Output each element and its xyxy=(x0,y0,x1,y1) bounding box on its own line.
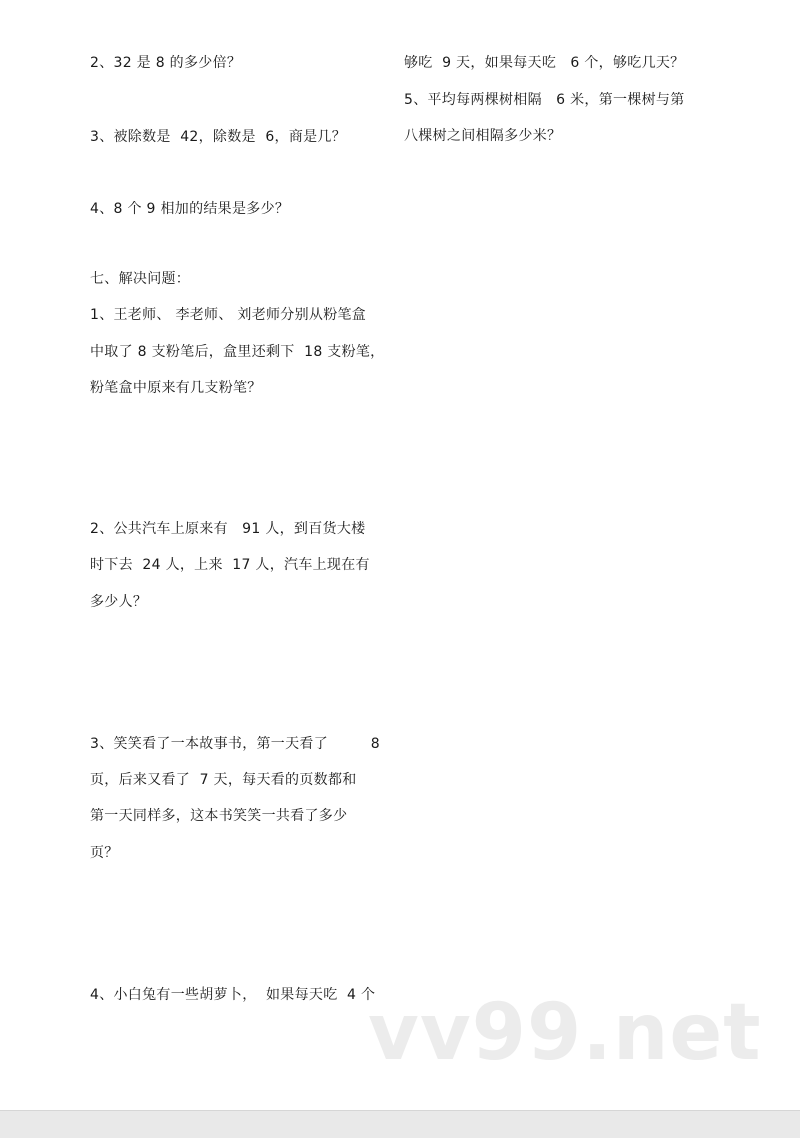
question-3: 3、被除数是 42，除数是 6，商是几？ xyxy=(90,129,347,145)
section-heading: 七、解决问题： xyxy=(90,271,191,287)
page-bottom-edge xyxy=(0,1110,800,1138)
question-2: 2、32 是 8 的多少倍？ xyxy=(90,55,242,71)
problem-2-line-3: 多少人？ xyxy=(90,594,148,610)
problem-5-line-1: 5、平均每两棵树相隔 6 米，第一棵树与第 xyxy=(404,92,685,108)
problem-3-line-1: 3、笑笑看了一本故事书，第一天看了 8 xyxy=(90,736,380,752)
problem-4-line-1: 4、小白兔有一些胡萝卜， 如果每天吃 4 个 xyxy=(90,987,376,1003)
problem-2-line-1: 2、公共汽车上原来有 91 人，到百货大楼 xyxy=(90,521,366,537)
problem-1-line-3: 粉笔盒中原来有几支粉笔？ xyxy=(90,380,262,396)
problem-1-line-2: 中取了 8 支粉笔后，盒里还剩下 18 支粉笔， xyxy=(90,344,385,360)
problem-3-line-4: 页？ xyxy=(90,845,119,861)
problem-2-line-2: 时下去 24 人，上来 17 人，汽车上现在有 xyxy=(90,557,370,573)
problem-4-continuation: 够吃 9 天，如果每天吃 6 个，够吃几天？ xyxy=(404,55,685,71)
question-4: 4、8 个 9 相加的结果是多少？ xyxy=(90,201,290,217)
problem-3-line-3: 第一天同样多，这本书笑笑一共看了多少 xyxy=(90,808,348,824)
watermark-text: vv99.net xyxy=(368,988,762,1078)
problem-3-line-2: 页，后来又看了 7 天，每天看的页数都和 xyxy=(90,772,357,788)
problem-1-line-1: 1、王老师、 李老师、 刘老师分别从粉笔盒 xyxy=(90,307,367,323)
problem-5-line-2: 八棵树之间相隔多少米？ xyxy=(404,128,562,144)
